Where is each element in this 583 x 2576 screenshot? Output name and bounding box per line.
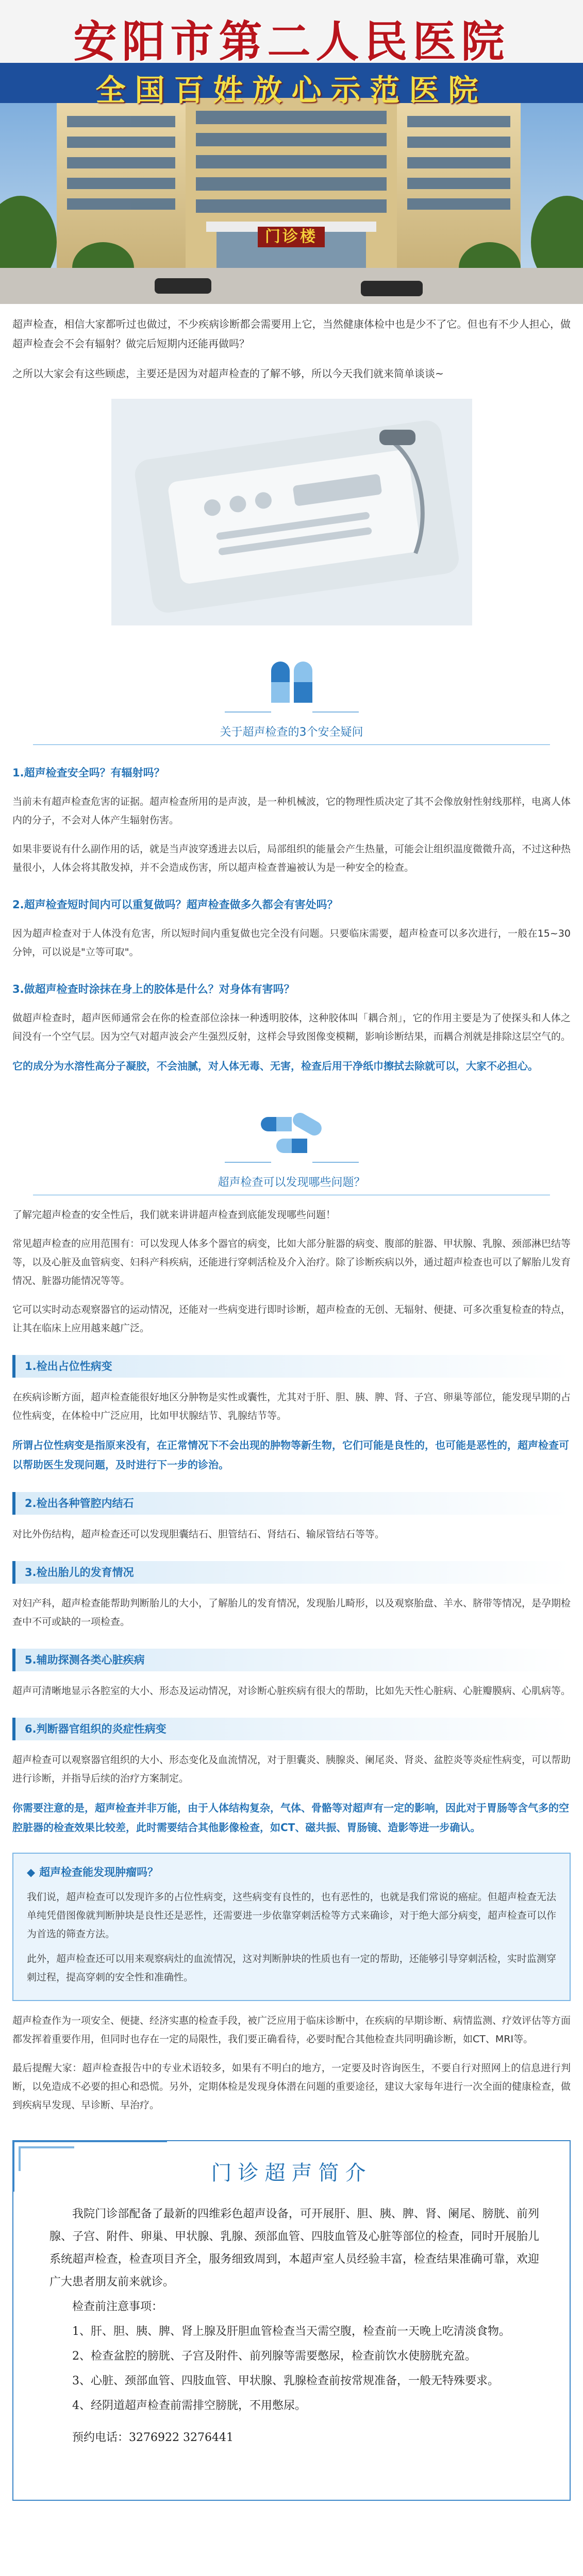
hospital-banner [0, 0, 583, 304]
finding-heading-3: 3.检出胎儿的发育情况 [12, 1561, 571, 1584]
finding-heading-5: 6.判断器官组织的炎症性病变 [12, 1718, 571, 1740]
clinic-notice-4: 4、经阴道超声检查前需排空膀胱，不用憋尿。 [72, 2399, 306, 2412]
findings-scope: 常见超声检查的应用范围有：可以发现人体多个器官的病变，比如大部分脏器的病变、腹部的脏器、甲状腺、乳腺、颈部淋巴结等等，以及心脏及血管病变、妇科产科疾病，还能进行穿刺活检及介入治疗。除了诊断疾病以外，通过超声检查也可以了解胎儿发育情况、脏器功能情况等等。 [12, 1238, 571, 1286]
callout-paragraph-2: 此外，超声检查还可以用来观察病灶的血流情况，这对判断肿块的性质也有一定的帮助，还能够引导穿刺活检，实时监测穿刺过程，提高穿刺的安全性和准确性。 [27, 1953, 556, 1983]
clinic-intro-lead: 我院门诊部配备了最新的四维彩色超声设备，可开展肝、胆、胰、脾、肾、阑尾、膀胱、前列腺、子宫、附件、卵巢、甲状腺、乳腺、颈部血管、四肢血管及心脏等部位的检查，同时开展胎儿系统超声检查，检查项目齐全，服务细致周到，本超声室人员经验丰富，检查结果准确可靠，欢迎广大患者朋友前来就诊。 [49, 2208, 539, 2289]
finding-1-paragraph-1: 在疾病诊断方面，超声检查能很好地区分肿物是实性或囊性，尤其对于肝、胆、胰、脾、肾、子宫、卵巢等部位，能发现早期的占位性病变，在体检中广泛应用，比如甲状腺结节、乳腺结节等。 [12, 1392, 571, 1421]
finding-heading-1: 1.检出占位性病变 [12, 1355, 571, 1378]
question-1: 1.超声检查安全吗？有辐射吗？ [12, 767, 165, 779]
intro-paragraph-1: 超声检查，相信大家都听过也做过，不少疾病诊断都会需要用上它，当然健康体检中也是少不了它。但也有不少人担心，做超声检查会不会有辐射？做完后短期内还能再做吗？ [12, 318, 571, 350]
section-icon-pills [225, 656, 359, 718]
hospital-slogan: 全国百姓放心示范医院 [95, 73, 488, 108]
diamond-icon: ◆ [27, 1866, 36, 1878]
clinic-intro-card [12, 2140, 571, 2501]
finding-4-paragraph-1: 超声可清晰地显示各腔室的大小、形态及运动情况，对诊断心脏疾病有很大的帮助，比如先天性心脏病、心脏瓣膜病、心肌病等。 [12, 1685, 571, 1697]
answer-3-paragraph-1: 做超声检查时，超声医师通常会在你的检查部位涂抹一种透明胶体，这种胶体叫「耦合剂」，它的作用主要是为了使探头和人体之间没有一个空气层。因为空气对超声波会产生强烈反射，这样会导致图像变模糊，影响诊断结果，而耦合剂就是排除这层空气的。 [12, 1012, 571, 1042]
finding-heading-4: 5.辅助探测各类心脏疾病 [12, 1649, 571, 1671]
findings-advantage: 它可以实时动态观察器官的运动情况，还能对一些病变进行即时诊断，超声检查的无创、无辐射、便捷、可多次重复检查的特点，让其在临床上应用越来越广泛。 [12, 1304, 571, 1334]
question-3: 3.做超声检查时涂抹在身上的胶体是什么？对身体有害吗？ [12, 983, 295, 995]
finding-2-paragraph-1: 对比外伤结构，超声检查还可以发现胆囊结石、胆管结石、肾结石、输尿管结石等等。 [12, 1529, 385, 1540]
hospital-name: 安阳市第二人民医院 [73, 16, 510, 67]
clinic-notice-title: 检查前注意事项： [72, 2300, 163, 2313]
clinic-notice-3: 3、心脏、颈部血管、四肢血管、甲状腺、乳腺检查前按常规准备，一般无特殊要求。 [72, 2375, 499, 2387]
footer-spacer [0, 2501, 583, 2537]
clinic-notice-2: 2、检查盆腔的膀胱、子宫及附件、前列腺等需要憋尿，检查前饮水使膀胱充盈。 [72, 2350, 476, 2363]
answer-2-paragraph-1: 因为超声检查对于人体没有危害，所以短时间内重复做也完全没有问题。只要临床需要，超声检查可以多次进行，一般在15~30分钟，可以说是"立等可取"。 [12, 928, 571, 958]
finding-5-paragraph-1: 超声检查可以观察器官组织的大小、形态变化及血流情况，对于胆囊炎、胰腺炎、阑尾炎、肾炎、盆腔炎等炎症性病变，可以帮助进行诊断，并指导后续的治疗方案制定。 [12, 1754, 571, 1784]
section-title-findings: 超声检查可以发现哪些问题？ [33, 1174, 550, 1195]
article-content [0, 314, 583, 2114]
section-title-safety: 关于超声检查的3个安全疑问 [33, 723, 550, 745]
finding-1-highlight: 所谓占位性病变是指原来没有，在正常情况下不会出现的肿物等新生物，它们可能是良性的，也可能是恶性的，超声检查可以帮助医生发现问题，及时进行下一步的诊治。 [12, 1439, 569, 1471]
answer-3-highlight: 它的成分为水溶性高分子凝胶，不会油腻，对人体无毒、无害，检查后用干净纸巾擦拭去除就可以，大家不必担心。 [12, 1060, 538, 1072]
closing-paragraph-2: 最后提醒大家：超声检查报告中的专业术语较多，如果有不明白的地方，一定要及时咨询医生，不要自行对照网上的信息进行判断，以免造成不必要的担心和恐慌。另外，定期体检是发现身体潜在问题的重要途径，建议大家每年进行一次全面的健康检查，做到疾病早发现、早诊断、早治疗。 [12, 2062, 571, 2111]
question-2: 2.超声检查短时间内可以重复做吗？超声检查做多久都会有害处吗？ [12, 899, 338, 911]
callout-heading-text: 超声检查能发现肿瘤吗？ [39, 1866, 159, 1878]
finding-3-paragraph-1: 对妇产科，超声检查能帮助判断胎儿的大小，了解胎儿的发育情况，发现胎儿畸形，以及观察胎盘、羊水、脐带等情况，是孕期检查中不可或缺的一项检查。 [12, 1598, 571, 1628]
finding-5-highlight: 你需要注意的是，超声检查并非万能，由于人体结构复杂，气体、骨骼等对超声有一定的影响，因此对于胃肠等含气多的空腔脏器的检查效果比较差，此时需要结合其他影像检查，如CT、磁共振、胃肠镜、造影等进一步确认。 [12, 1802, 569, 1834]
section-icon-capsules [225, 1107, 359, 1168]
findings-intro: 了解完超声检查的安全性后，我们就来讲讲超声检查到底能发现哪些问题！ [12, 1209, 336, 1221]
clinic-notice-1: 1、肝、胆、胰、脾、肾上腺及肝胆血管检查当天需空腹，检查前一天晚上吃清淡食物。 [72, 2325, 510, 2338]
tumor-callout-box [12, 1853, 571, 2001]
answer-1-paragraph-2: 如果非要说有什么副作用的话，就是当声波穿透进去以后，局部组织的能量会产生热量，可能会让组织温度微微升高，不过这种热量很小，人体会将其散发掉，并不会造成伤害，所以超声检查普遍被认为是一种安全的检查。 [12, 843, 571, 873]
ultrasound-machine-image [111, 399, 472, 625]
clinic-intro-body [49, 2203, 539, 2449]
answer-1-paragraph-1: 当前未有超声检查危害的证据。超声检查所用的是声波，是一种机械波，它的物理性质决定了其不会像放射性射线那样，电离人体内的分子，不会对人体产生辐射伤害。 [12, 796, 571, 826]
finding-heading-2: 2.检出各种管腔内结石 [12, 1492, 571, 1515]
callout-paragraph-1: 我们说，超声检查可以发现许多的占位性病变，这些病变有良性的，也有恶性的，也就是我们常说的癌症。但超声检查无法单纯凭借图像就判断肿块是良性还是恶性，还需要进一步依靠穿刺活检等方式来确诊，对于绝大部分病变，超声检查可以作为首选的筛查方法。 [27, 1891, 556, 1940]
clinic-phone: 预约电话：3276922 3276441 [72, 2431, 234, 2444]
entrance-sign: 门诊楼 [258, 227, 325, 247]
clinic-intro-title: 门诊超声简介 [211, 2161, 372, 2185]
intro-paragraph-2: 之所以大家会有这些顾虑，主要还是因为对超声检查的了解不够，所以今天我们就来简单谈谈~ [12, 367, 444, 380]
closing-paragraph-1: 超声检查作为一项安全、便捷、经济实惠的检查手段，被广泛应用于临床诊断中，在疾病的早期诊断、病情监测、疗效评估等方面都发挥着重要作用，但同时也存在一定的局限性，我们要正确看待，必要时配合其他检查共同明确诊断，如CT、MRI等。 [12, 2015, 571, 2045]
callout-heading [27, 1863, 556, 1882]
